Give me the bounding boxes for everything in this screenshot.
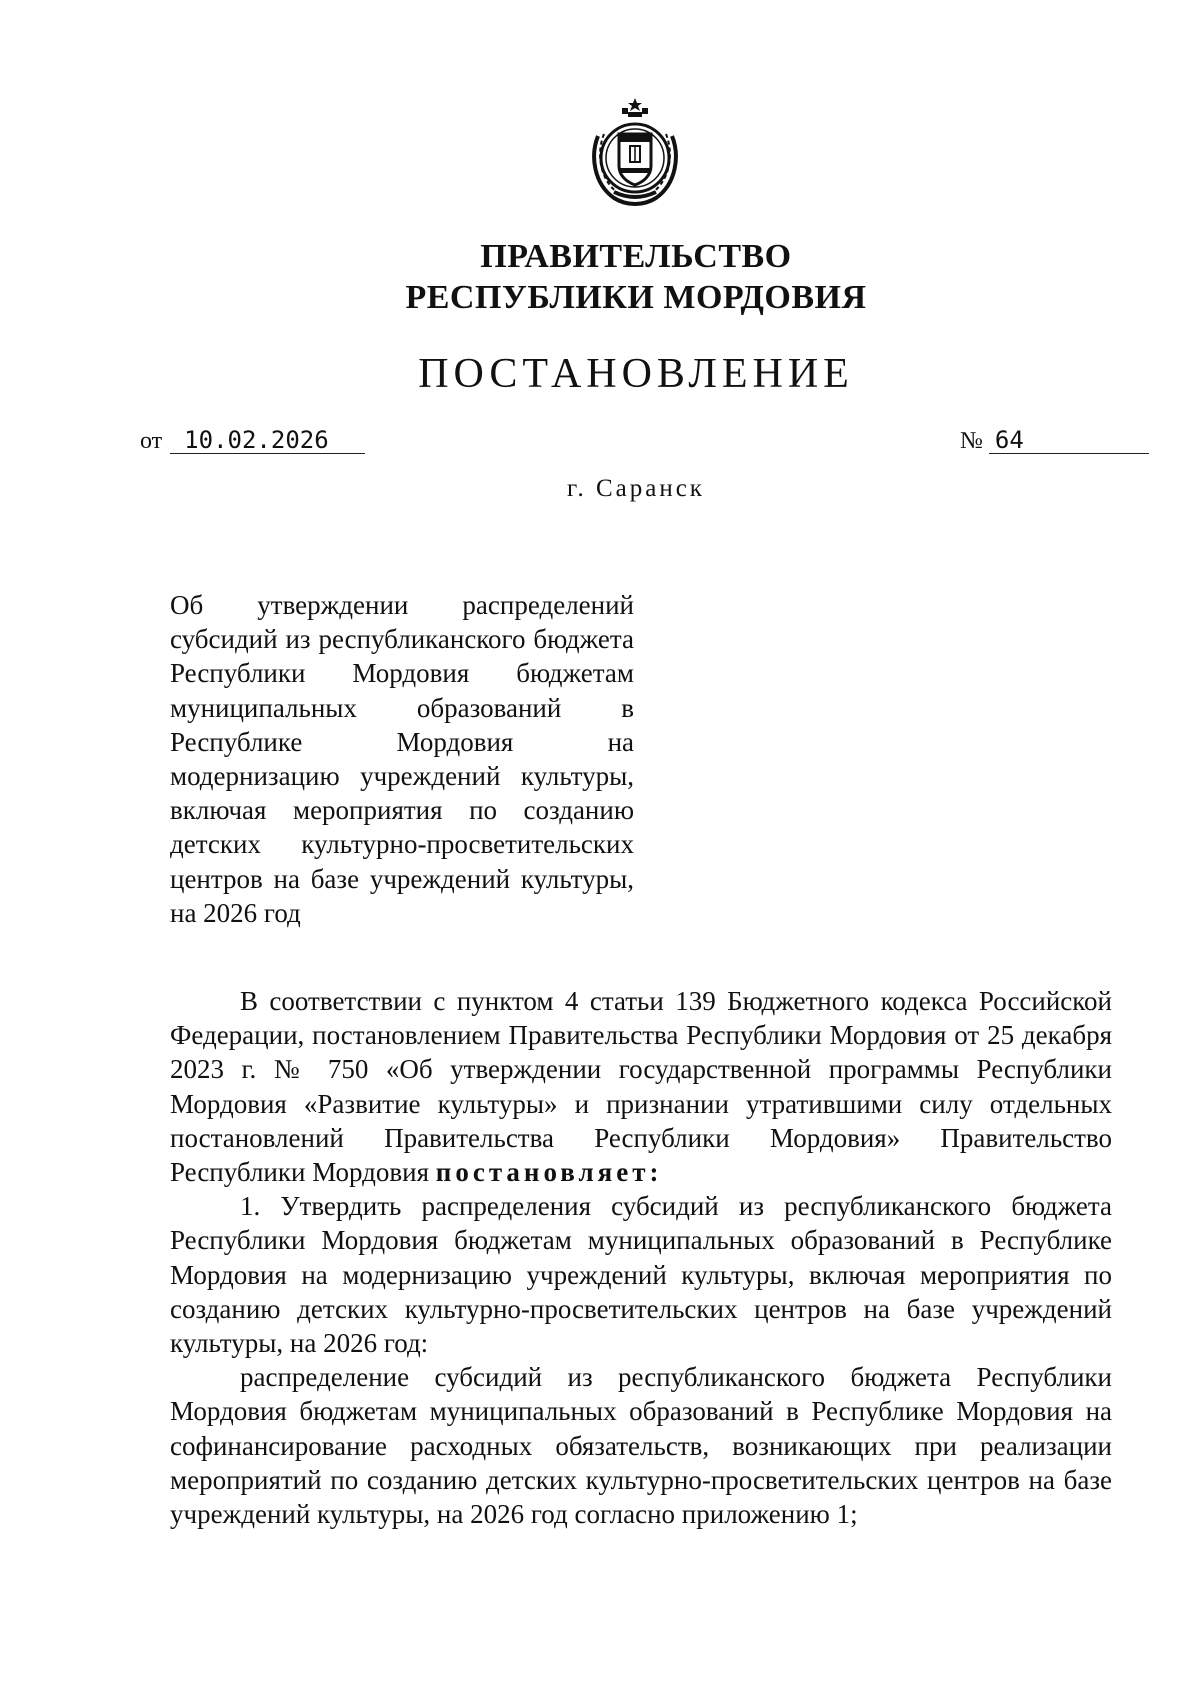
resolves-keyword: постановляет: [435, 1157, 663, 1188]
body-paragraph-distribution: распределение субсидий из республиканского бюджета Республики Мордовия бюджетам муниципальных образований в Республике Мордовия на софинансирование расходных обязательств, возникающих при реализации мероприятий по созданию детских культурно-просветительских центров на базе учреждений культуры, на 2026 год согласно приложению 1; [170, 1362, 1112, 1530]
document-city: г. Саранск [567, 475, 705, 502]
document-number-row [960, 426, 1149, 456]
document-type: ПОСТАНОВЛЕНИЕ [418, 351, 854, 397]
body-paragraph-preamble [170, 984, 1112, 1189]
preamble-text: В соответствии с пунктом 4 статьи 139 Бюджетного кодекса Российской Федерации, постановлением Правительства Республики Мордовия от 25 декабря 2023 г. № 750 «Об утверждении государственной программы Республики Мордовия «Развитие культуры» и признании утратившими силу отдельных постановлений Правительства Республики Мордовия» Правительство Республики Мордовия [170, 986, 1112, 1188]
government-title [0, 236, 1200, 318]
date-prefix: от [140, 428, 163, 454]
body-paragraph-item-1: 1. Утвердить распределения субсидий из республиканского бюджета Республики Мордовия бюджетам муниципальных образований в Республике Мордовия на модернизацию учреждений культуры, включая мероприятия по созданию детских культурно-просветительских центров на базе учреждений культуры, на 2026 год: [170, 1191, 1112, 1359]
document-body [170, 984, 1112, 1531]
government-title-line1: ПРАВИТЕЛЬСТВО [480, 238, 792, 275]
document-date-row [140, 426, 365, 456]
document-date: 10.02.2026 [170, 427, 365, 454]
government-title-line2: РЕСПУБЛИКИ МОРДОВИЯ [405, 279, 867, 316]
document-subject: Об утверждении распределений субсидий из республиканского бюджета Республики Мордовия бюджетам муниципальных образований в Республике Мордовия на модернизацию учреждений культуры, включая мероприятия по созданию детских культурно-просветительских центров на базе учреждений культуры, на 2026 год [170, 590, 634, 928]
document-number: 64 [989, 427, 1149, 454]
number-prefix: № [960, 428, 983, 454]
coat-of-arms-icon [584, 96, 686, 208]
